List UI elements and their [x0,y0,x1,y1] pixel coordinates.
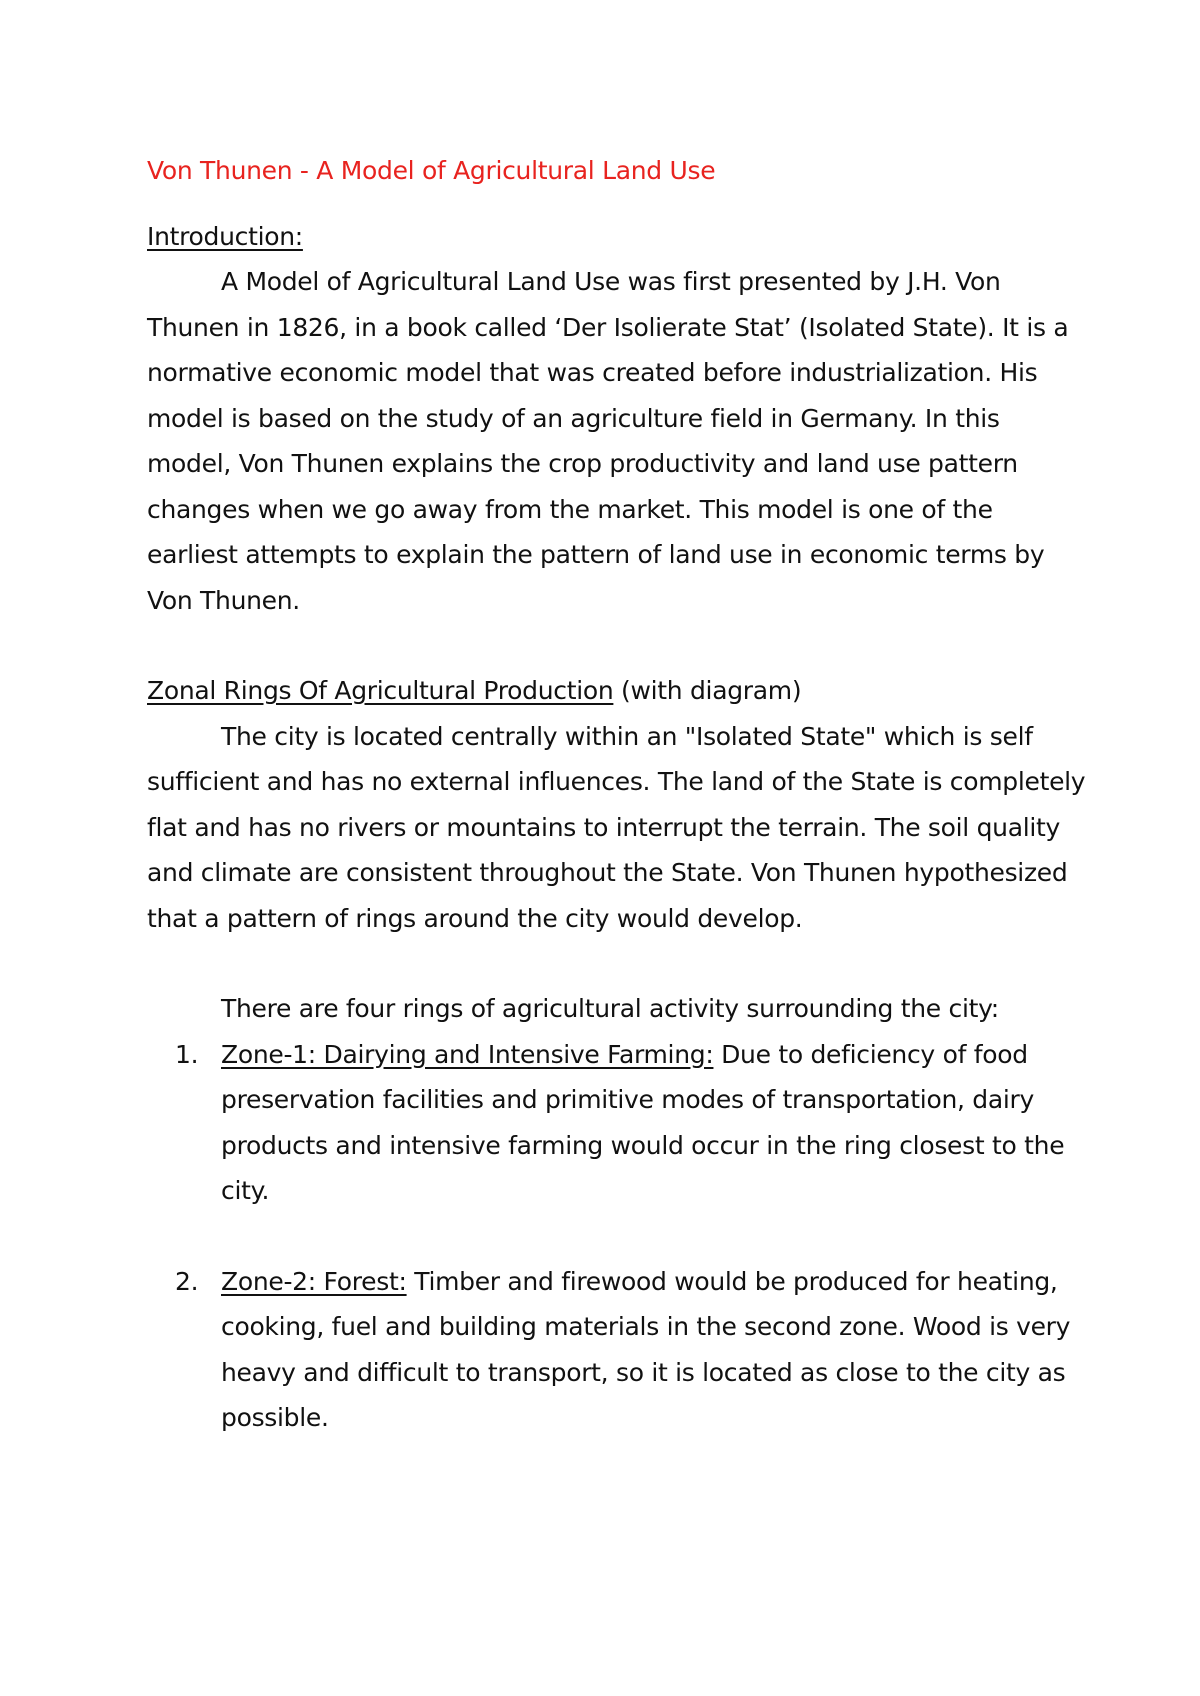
zonal-rings-heading [147,668,1087,714]
zone-label: Zone-2: Forest: [221,1266,407,1296]
list-item-number: 2. [175,1266,199,1296]
zone-text: Timber and firewood would be produced for heating, cooking, fuel and building materials in the second zone. Wood is very heavy and difficult to transport, so it is located as close to the city as possible. [221,1266,1071,1432]
list-item [147,1032,1087,1214]
introduction-paragraph: A Model of Agricultural Land Use was first presented by J.H. Von Thunen in 1826, in a book called ‘Der Isolierate Stat’ (Isolated State). It is a normative economic model that was created before industrialization. His model is based on the study of an agriculture field in Germany. In this model, Von Thunen explains the crop productivity and land use pattern changes when we go away from the market. This model is one of the earliest attempts to explain the pattern of land use in economic terms by Von Thunen. [147,267,1069,615]
introduction-heading-text: Introduction: [147,221,303,251]
list-item [147,1259,1087,1441]
zone-label: Zone-1: Dairying and Intensive Farming: [221,1039,714,1069]
list-item-number: 1. [175,1039,199,1069]
zonal-rings-heading-text: Zonal Rings Of Agricultural Production [147,676,614,705]
spacer [147,941,1087,986]
document-title: Von Thunen - A Model of Agricultural Land Use [147,156,716,185]
zonal-rings-heading-suffix: (with diagram) [613,676,802,705]
document-body [147,148,1087,1441]
zone-text: Due to deficiency of food preservation facilities and primitive modes of transportation, dairy products and intensive farming would occur in the ring closest to the city. [221,1039,1065,1205]
zonal-rings-paragraph: The city is located centrally within an "Isolated State" which is self sufficient and has no external influences. The land of the State is completely flat and has no rivers or mountains to interrupt the terrain. The soil quality and climate are consistent throughout the State. Von Thunen hypothesized that a pattern of rings around the city would develop. [147,721,1086,933]
rings-intro-paragraph: There are four rings of agricultural activity surrounding the city: [221,994,999,1023]
zones-list [147,1032,1087,1441]
spacer [147,623,1087,668]
spacer [147,1214,1087,1259]
introduction-heading [147,214,1087,260]
